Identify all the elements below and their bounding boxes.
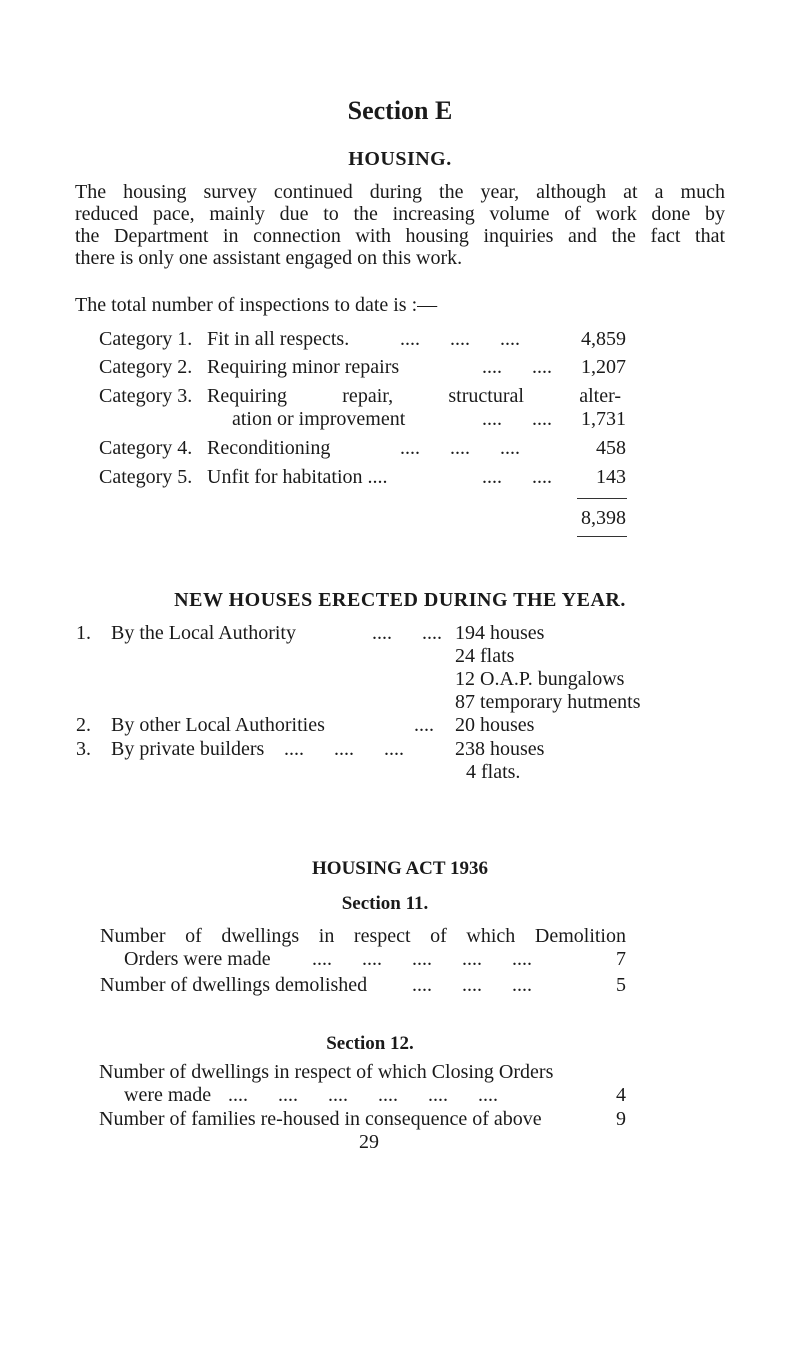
list-label: By the Local Authority xyxy=(111,622,296,644)
list-value: 20 houses xyxy=(455,714,535,736)
page-heading: HOUSING. xyxy=(348,148,452,170)
section-12-value: 4 xyxy=(616,1084,626,1106)
category-value: 1,731 xyxy=(581,408,626,430)
section-12-line: Number of dwellings in respect of which Closing Orders xyxy=(99,1061,554,1083)
list-value: 87 temporary hutments xyxy=(455,691,641,713)
section-12-line: Number of families re-housed in consequence of above xyxy=(99,1108,542,1130)
list-label: By private builders xyxy=(111,738,265,760)
category-label: Category 5. xyxy=(99,466,193,488)
leader-dots: .... .... .... xyxy=(412,974,532,996)
intro-line: there is only one assistant engaged on this work. xyxy=(75,247,463,269)
total-rule-bottom xyxy=(577,536,627,537)
list-value: 4 flats. xyxy=(466,761,521,783)
leader-dots: .... .... xyxy=(482,408,552,430)
total-rule-top xyxy=(577,498,627,499)
list-number: 2. xyxy=(76,714,91,736)
list-value: 238 houses xyxy=(455,738,545,760)
category-label: Category 3. xyxy=(99,385,193,407)
category-description-continued: ation or improvement xyxy=(232,408,406,430)
category-description: Fit in all respects. xyxy=(207,328,350,350)
inspections-total: 8,398 xyxy=(581,507,626,529)
section-11-line: Orders were made xyxy=(124,948,271,970)
section-12-title: Section 12. xyxy=(326,1033,414,1054)
list-number: 1. xyxy=(76,622,91,644)
leader-dots: .... .... .... xyxy=(400,328,520,350)
leader-dots: .... .... xyxy=(482,356,552,378)
section-11-line: Number of dwellings in respect of which Demolition xyxy=(100,925,626,947)
category-label: Category 4. xyxy=(99,437,193,459)
leader-dots: .... xyxy=(414,714,434,736)
category-description: Requiring minor repairs xyxy=(207,356,400,378)
category-value: 1,207 xyxy=(581,356,626,378)
category-description: Unfit for habitation .... xyxy=(207,466,388,488)
list-value: 24 flats xyxy=(455,645,515,667)
leader-dots: .... .... xyxy=(482,466,552,488)
category-value: 4,859 xyxy=(581,328,626,350)
intro-line: The housing survey continued during the year, although at a much xyxy=(75,181,725,203)
section-12-value: 9 xyxy=(616,1108,626,1130)
section-11-value: 7 xyxy=(616,948,626,970)
category-label: Category 1. xyxy=(99,328,193,350)
category-value: 143 xyxy=(596,466,626,488)
leader-dots: .... .... .... .... .... xyxy=(312,948,532,970)
section-12-line: were made xyxy=(124,1084,212,1106)
category-value: 458 xyxy=(596,437,626,459)
leader-dots: .... .... xyxy=(372,622,442,644)
section-11-line: Number of dwellings demolished xyxy=(100,974,368,996)
section-11-title: Section 11. xyxy=(341,893,429,914)
category-label: Category 2. xyxy=(99,356,193,378)
list-value: 194 houses xyxy=(455,622,545,644)
intro-line: the Department in connection with housing inquiries and the fact that xyxy=(75,225,725,247)
page-number: 29 xyxy=(359,1131,379,1153)
leader-dots: .... .... .... xyxy=(400,437,520,459)
list-number: 3. xyxy=(76,738,91,760)
section-11-value: 5 xyxy=(616,974,626,996)
list-value: 12 O.A.P. bungalows xyxy=(455,668,625,690)
leader-dots: .... .... .... .... .... .... xyxy=(228,1084,498,1106)
section-title: Section E xyxy=(347,96,453,125)
list-label: By other Local Authorities xyxy=(111,714,325,736)
inspections-intro: The total number of inspections to date is :— xyxy=(75,294,438,316)
new-houses-heading: NEW HOUSES ERECTED DURING THE YEAR. xyxy=(174,589,626,611)
leader-dots: .... .... .... xyxy=(284,738,404,760)
category-description: Reconditioning xyxy=(207,437,331,459)
intro-line: reduced pace, mainly due to the increasing volume of work done by xyxy=(75,203,725,225)
act-heading: HOUSING ACT 1936 xyxy=(312,858,488,879)
category-description: Requiring repair, structural alter- xyxy=(207,385,621,407)
